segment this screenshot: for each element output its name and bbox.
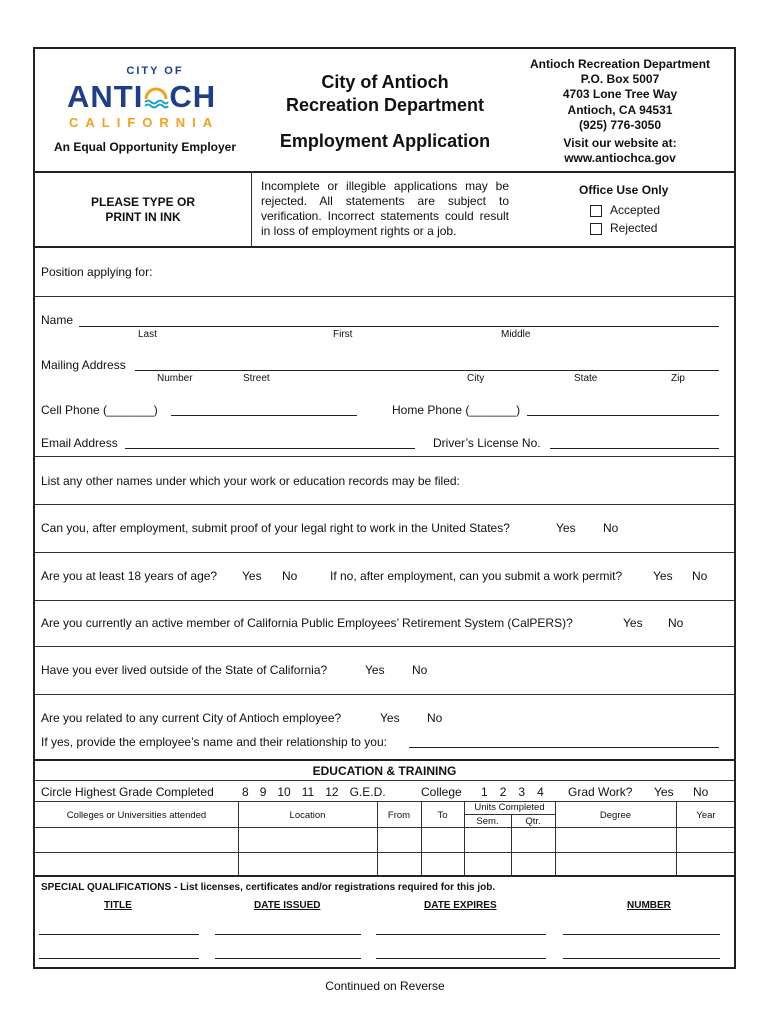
col-date-issued: DATE ISSUED <box>254 900 321 911</box>
proof-yes[interactable]: Yes <box>556 521 576 535</box>
college-label: College <box>421 785 462 799</box>
license-label: Driver’s License No. <box>433 436 541 450</box>
sun-wave-icon <box>143 81 169 105</box>
other-names-label: List any other names under which your work or education records may be filed: <box>41 474 460 488</box>
qual-expires-2[interactable] <box>376 958 546 959</box>
mailing-input[interactable] <box>135 370 719 371</box>
title-application: Employment Application <box>279 131 491 151</box>
grade-option[interactable]: 12 <box>325 785 339 799</box>
calpers-yes[interactable]: Yes <box>623 616 643 630</box>
department-address <box>510 57 730 166</box>
col-title: TITLE <box>104 900 132 911</box>
number-caption: Number <box>157 373 193 384</box>
college-year-option[interactable]: 1 <box>481 785 488 799</box>
education-title: EDUCATION & TRAINING <box>312 764 457 778</box>
col-to: To <box>437 810 448 821</box>
address-line: 4703 Lone Tree Way <box>562 87 678 102</box>
logo-antioch-part1: ANTI <box>67 79 144 114</box>
age-yes[interactable]: Yes <box>242 569 262 583</box>
proof-question: Can you, after employment, submit proof of your legal right to work in the United States? <box>41 521 510 535</box>
college-year-option[interactable]: 2 <box>499 785 507 799</box>
license-input[interactable] <box>550 448 719 449</box>
grade-options <box>242 785 397 799</box>
related-no[interactable]: No <box>427 711 443 725</box>
special-qualifications-title: SPECIAL QUALIFICATIONS - List licenses, certificates and/or registrations required for this job. <box>41 882 496 893</box>
first-caption: First <box>333 329 353 340</box>
rejected-option[interactable] <box>590 221 657 235</box>
col-units: Units Completed <box>474 802 545 813</box>
qual-number-2[interactable] <box>563 958 720 959</box>
title-city: City of Antioch <box>321 72 449 92</box>
logo-antioch-part2: CH <box>169 79 217 114</box>
col-colleges: Colleges or Universities attended <box>66 810 207 821</box>
circle-grade-label: Circle Highest Grade Completed <box>41 785 214 799</box>
type-or-print-line1: PLEASE TYPE OR <box>90 195 196 209</box>
continued-footer: Continued on Reverse <box>325 979 445 993</box>
proof-no[interactable]: No <box>603 521 619 535</box>
related-yes[interactable]: Yes <box>380 711 400 725</box>
permit-no[interactable]: No <box>692 569 708 583</box>
col-degree: Degree <box>599 810 632 821</box>
college-year-option[interactable]: 3 <box>518 785 526 799</box>
age-no[interactable]: No <box>282 569 298 583</box>
type-or-print-note <box>35 195 251 225</box>
address-line: P.O. Box 5007 <box>580 72 660 87</box>
col-sem: Sem. <box>476 816 499 827</box>
middle-caption: Middle <box>501 329 531 340</box>
address-line: www.antiochca.gov <box>564 151 676 166</box>
email-label: Email Address <box>41 436 118 450</box>
mailing-label: Mailing Address <box>41 358 126 372</box>
col-year: Year <box>696 810 716 821</box>
qual-issued-2[interactable] <box>215 958 361 959</box>
rejected-checkbox[interactable] <box>590 223 602 235</box>
warning-text: Incomplete or illegible applications may be rejected. All statements are subject to verification. Incorrect statements could result in loss of employment rights or a job. <box>261 179 509 238</box>
application-form <box>33 47 736 969</box>
city-logo <box>65 65 235 135</box>
grade-option[interactable]: G.E.D. <box>349 785 386 799</box>
equal-opportunity-text: An Equal Opportunity Employer <box>54 140 237 154</box>
name-input[interactable] <box>79 326 719 327</box>
city-caption: City <box>467 373 485 384</box>
state-caption: State <box>574 373 598 384</box>
name-label: Name <box>41 313 74 327</box>
related-question: Are you related to any current City of Antioch employee? <box>41 711 342 725</box>
grad-work-label: Grad Work? <box>568 785 633 799</box>
zip-caption: Zip <box>671 373 685 384</box>
qual-title-1[interactable] <box>39 934 199 935</box>
type-or-print-line2: PRINT IN INK <box>105 210 181 224</box>
qual-expires-1[interactable] <box>376 934 546 935</box>
permit-question: If no, after employment, can you submit a work permit? <box>330 569 623 583</box>
cell-phone-input[interactable] <box>171 415 357 416</box>
home-phone-label: Home Phone (_______) <box>392 403 521 417</box>
related-detail-label: If yes, provide the employee’s name and their relationship to you: <box>41 735 387 749</box>
related-detail-input[interactable] <box>409 747 719 748</box>
address-line: (925) 776-3050 <box>578 117 662 132</box>
grad-work-no[interactable]: No <box>693 785 709 799</box>
office-use-title: Office Use Only <box>579 183 669 197</box>
logo-antioch <box>67 79 216 115</box>
email-input[interactable] <box>125 448 415 449</box>
qual-title-2[interactable] <box>39 958 199 959</box>
grade-option[interactable]: 10 <box>277 785 291 799</box>
address-line: Visit our website at: <box>563 136 677 151</box>
col-location: Location <box>289 810 326 821</box>
col-date-expires: DATE EXPIRES <box>424 900 497 911</box>
grad-work-yes[interactable]: Yes <box>654 785 674 799</box>
qual-issued-1[interactable] <box>215 934 361 935</box>
position-label: Position applying for: <box>41 265 153 279</box>
rejected-label: Rejected <box>610 221 658 235</box>
col-number: NUMBER <box>627 900 671 911</box>
home-phone-input[interactable] <box>527 415 719 416</box>
accepted-checkbox[interactable] <box>590 205 602 217</box>
logo-city-of: CITY OF <box>126 65 184 77</box>
address-line: Antioch, CA 94531 <box>567 102 673 117</box>
address-line: Antioch Recreation Department <box>529 57 711 71</box>
col-qtr: Qtr. <box>525 816 541 827</box>
outside-yes[interactable]: Yes <box>365 663 385 677</box>
college-year-options <box>481 785 556 799</box>
qual-number-1[interactable] <box>563 934 720 935</box>
logo-california: CALIFORNIA <box>69 115 220 130</box>
col-from: From <box>387 810 411 821</box>
accepted-option[interactable] <box>590 203 660 217</box>
calpers-question: Are you currently an active member of California Public Employees’ Retirement System (CalPERS)? <box>41 616 573 630</box>
age-question: Are you at least 18 years of age? <box>41 569 218 583</box>
grade-option[interactable]: 11 <box>301 785 315 799</box>
grade-option[interactable]: 9 <box>259 785 267 799</box>
outside-question: Have you ever lived outside of the State of California? <box>41 663 328 677</box>
street-caption: Street <box>243 373 270 384</box>
cell-phone-label: Cell Phone (_______) <box>41 403 158 417</box>
calpers-no[interactable]: No <box>668 616 684 630</box>
title-department: Recreation Department <box>285 95 485 115</box>
accepted-label: Accepted <box>610 203 661 217</box>
permit-yes[interactable]: Yes <box>653 569 673 583</box>
page-title <box>265 71 505 153</box>
grade-option[interactable]: 8 <box>242 785 249 799</box>
college-year-option[interactable]: 4 <box>537 785 544 799</box>
outside-no[interactable]: No <box>412 663 428 677</box>
last-caption: Last <box>138 329 157 340</box>
